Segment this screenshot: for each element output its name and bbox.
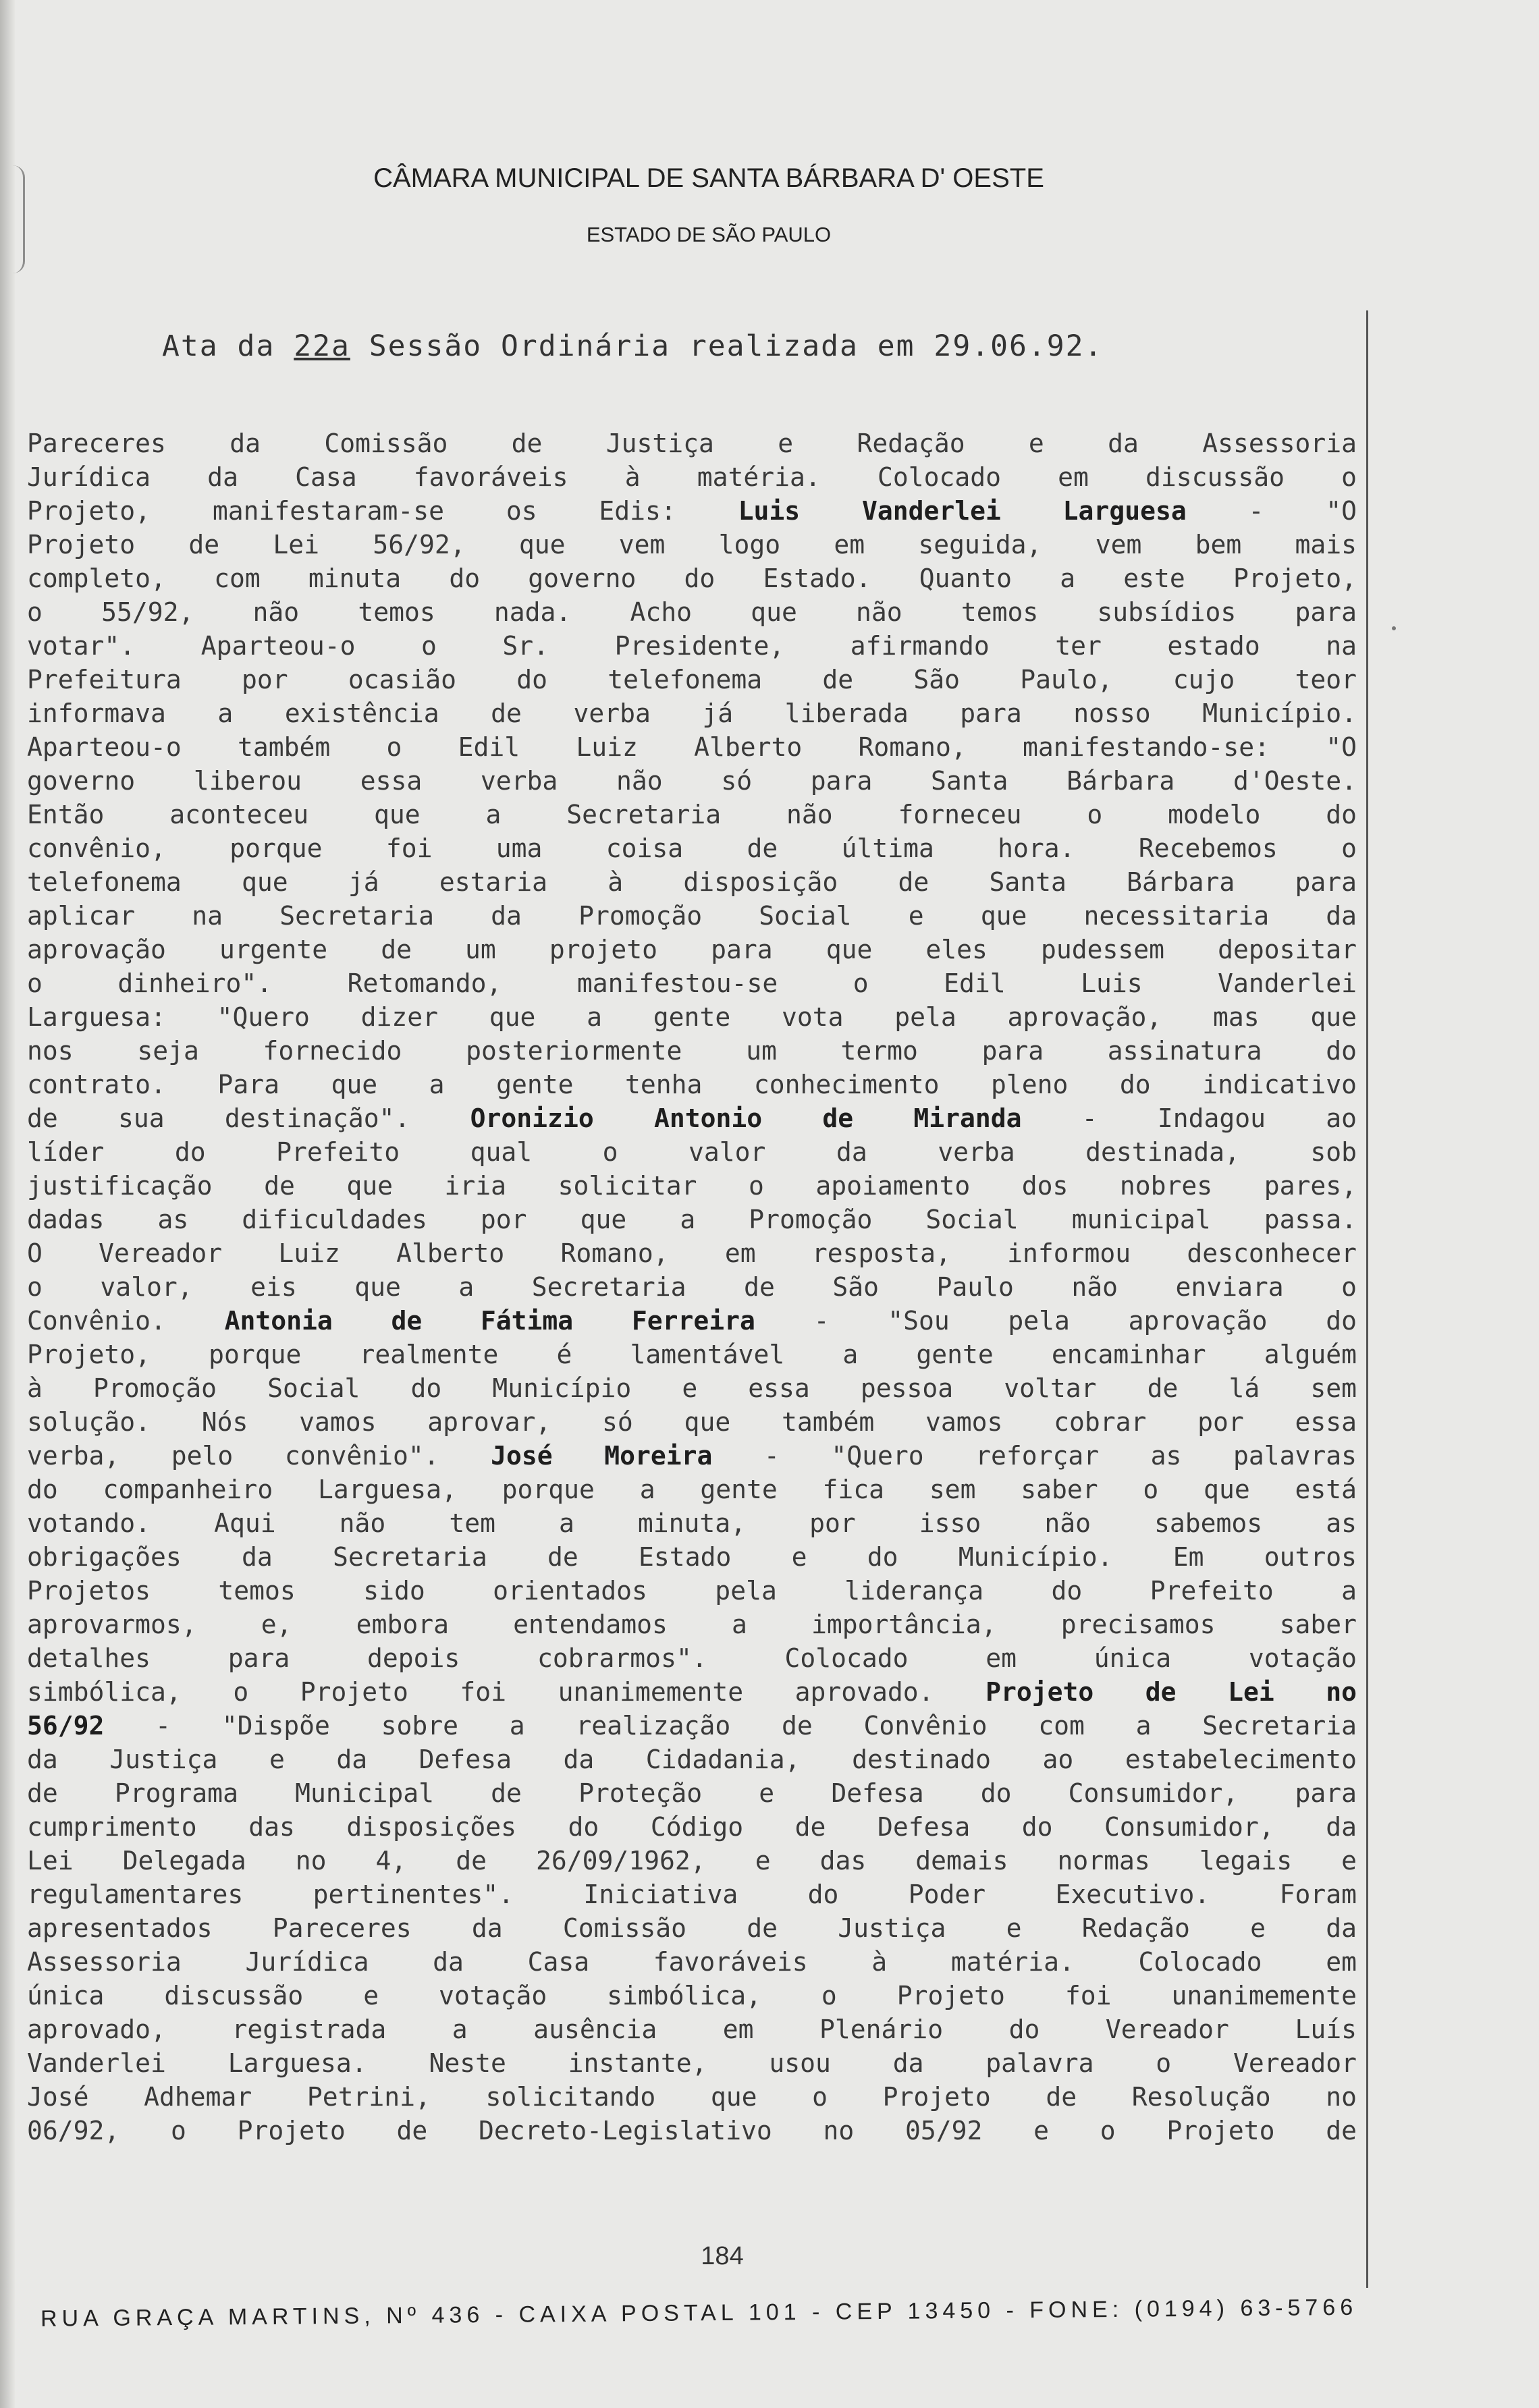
text-line: aprovarmos, e, embora entendamos a importância, precisamos saber [27, 1610, 1357, 1639]
text-line: detalhes para depois cobrarmos". Colocado em única votação [27, 1643, 1357, 1673]
text-line: Aparteou-o também o Edil Luiz Alberto Romano, manifestando-se: "O [27, 732, 1357, 762]
text-line: Pareceres da Comissão de Justiça e Redação e da Assessoria [27, 429, 1357, 458]
text-line: simbólica, o Projeto foi unanimemente aprovado. Projeto de Lei no [27, 1677, 1357, 1707]
text-line: Então aconteceu que a Secretaria não forneceu o modelo do [27, 800, 1357, 829]
header-state: ESTADO DE SÃO PAULO [586, 223, 832, 246]
text-line: O Vereador Luiz Alberto Romano, em resposta, informou desconhecer [27, 1238, 1357, 1268]
text-line: o 55/92, não temos nada. Acho que não temos subsídios para [27, 597, 1357, 627]
text-line: completo, com minuta do governo do Estado. Quanto a este Projeto, [27, 564, 1357, 593]
minutes-body [27, 427, 1357, 2147]
text-line: à Promoção Social do Município e essa pessoa voltar de lá sem [27, 1373, 1357, 1403]
text-line: Projeto, porque realmente é lamentável a gente encaminhar alguém [27, 1340, 1357, 1369]
text-line: do companheiro Larguesa, porque a gente fica sem saber o que está [27, 1475, 1357, 1504]
text-line: verba, pelo convênio". José Moreira - "Quero reforçar as palavras [27, 1441, 1357, 1471]
document-title [162, 329, 1103, 363]
text-line: Larguesa: "Quero dizer que a gente vota pela aprovação, mas que [27, 1002, 1357, 1032]
text-line: convênio, porque foi uma coisa de última hora. Recebemos o [27, 833, 1357, 863]
stray-mark [1392, 626, 1396, 630]
text-line: Lei Delegada no 4, de 26/09/1962, e das demais normas legais e [27, 1846, 1357, 1876]
text-line: José Adhemar Petrini, solicitando que o Projeto de Resolução no [27, 2082, 1357, 2112]
page-number: 184 [701, 2242, 744, 2270]
title-suffix: Sessão Ordinária realizada em 29.06.92. [350, 329, 1104, 363]
text-line: informava a existência de verba já liberada para nosso Município. [27, 699, 1357, 728]
text-line: justificação de que iria solicitar o apoiamento dos nobres pares, [27, 1171, 1357, 1201]
text-line: aprovado, registrada a ausência em Plenário do Vereador Luís [27, 2015, 1357, 2044]
text-line: votar". Aparteou-o o Sr. Presidente, afirmando ter estado na [27, 631, 1357, 661]
text-line: cumprimento das disposições do Código de Defesa do Consumidor, da [27, 1812, 1357, 1842]
text-line: da Justiça e da Defesa da Cidadania, destinado ao estabelecimento [27, 1745, 1357, 1774]
margin-line [1366, 310, 1368, 2288]
text-line: 56/92 - "Dispõe sobre a realização de Convênio com a Secretaria [27, 1711, 1357, 1741]
text-line: Assessoria Jurídica da Casa favoráveis à matéria. Colocado em [27, 1947, 1357, 1977]
text-line: governo liberou essa verba não só para Santa Bárbara d'Oeste. [27, 766, 1357, 796]
text-line: apresentados Pareceres da Comissão de Justiça e Redação e da [27, 1913, 1357, 1943]
title-ordinal: 22a [294, 329, 350, 363]
text-line: obrigações da Secretaria de Estado e do Município. Em outros [27, 1542, 1357, 1572]
text-line: nos seja fornecido posteriormente um termo para assinatura do [27, 1036, 1357, 1066]
text-line: aplicar na Secretaria da Promoção Social e que necessitaria da [27, 901, 1357, 931]
header-organization: CÂMARA MUNICIPAL DE SANTA BÁRBARA D' OESTE [373, 163, 1044, 193]
page-edge [0, 0, 15, 2408]
text-line: 06/92, o Projeto de Decreto-Legislativo no 05/92 e o Projeto de [27, 2116, 1357, 2145]
text-line: de Programa Municipal de Proteção e Defesa do Consumidor, para [27, 1778, 1357, 1808]
text-line: o valor, eis que a Secretaria de São Paulo não enviara o [27, 1272, 1357, 1302]
title-prefix: Ata da [162, 329, 294, 363]
footer-address: RUA GRAÇA MARTINS, Nº 436 - CAIXA POSTAL 101 - CEP 13450 - FONE: (0194) 63-5766 [40, 2294, 1358, 2332]
text-line: líder do Prefeito qual o valor da verba destinada, sob [27, 1137, 1357, 1167]
text-line: contrato. Para que a gente tenha conhecimento pleno do indicativo [27, 1070, 1357, 1099]
text-line: Projetos temos sido orientados pela liderança do Prefeito a [27, 1576, 1357, 1606]
text-line: de sua destinação". Oronizio Antonio de Miranda - Indagou ao [27, 1103, 1357, 1133]
text-line: Vanderlei Larguesa. Neste instante, usou da palavra o Vereador [27, 2048, 1357, 2078]
text-line: dadas as dificuldades por que a Promoção Social municipal passa. [27, 1205, 1357, 1234]
text-line: votando. Aqui não tem a minuta, por isso não sabemos as [27, 1508, 1357, 1538]
text-line: Prefeitura por ocasião do telefonema de São Paulo, cujo teor [27, 665, 1357, 694]
text-line: telefonema que já estaria à disposição de Santa Bárbara para [27, 867, 1357, 897]
text-line: o dinheiro". Retomando, manifestou-se o Edil Luis Vanderlei [27, 968, 1357, 998]
text-line: regulamentares pertinentes". Iniciativa do Poder Executivo. Foram [27, 1880, 1357, 1909]
text-line: solução. Nós vamos aprovar, só que também vamos cobrar por essa [27, 1407, 1357, 1437]
text-line: aprovação urgente de um projeto para que eles pudessem depositar [27, 935, 1357, 964]
text-line: Projeto, manifestaram-se os Edis: Luis Vanderlei Larguesa - "O [27, 496, 1357, 526]
text-line: Jurídica da Casa favoráveis à matéria. Colocado em discussão o [27, 462, 1357, 492]
text-line: única discussão e votação simbólica, o Projeto foi unanimemente [27, 1981, 1357, 2010]
text-line: Projeto de Lei 56/92, que vem logo em seguida, vem bem mais [27, 530, 1357, 559]
text-line: Convênio. Antonia de Fátima Ferreira - "Sou pela aprovação do [27, 1306, 1357, 1336]
